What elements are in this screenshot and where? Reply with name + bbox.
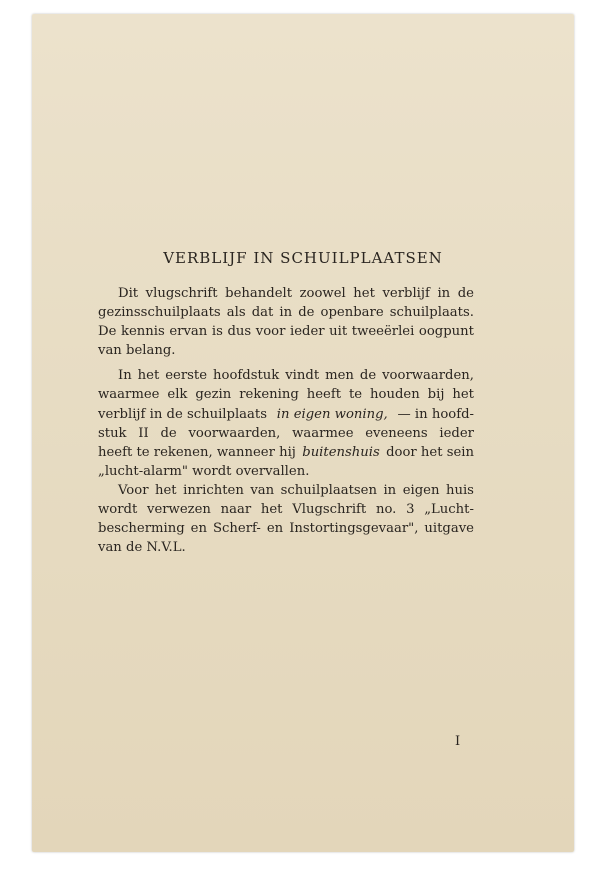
- word: hoofdstuk: [213, 368, 280, 384]
- word: Instortingsgevaar",: [289, 521, 419, 537]
- word: bij: [427, 387, 445, 403]
- word: zoowel: [299, 286, 346, 301]
- word: schuilplaatsen: [280, 482, 377, 498]
- word: het: [353, 286, 375, 301]
- page-title: VERBLIJF IN SCHUILPLAATSEN: [163, 249, 443, 267]
- word: de: [298, 305, 315, 321]
- text-segment: door het sein: [386, 444, 474, 460]
- paragraph-2-line-2: [98, 385, 474, 404]
- word: het: [137, 368, 160, 384]
- word: in: [383, 482, 397, 498]
- paragraph-3-line-3: [98, 519, 474, 538]
- word: men: [325, 368, 354, 384]
- word: ieder: [439, 425, 474, 441]
- word: te: [348, 387, 363, 403]
- paragraph-1-line-1: [98, 284, 474, 303]
- word: en: [266, 521, 284, 537]
- word: gezinsschuilplaats: [98, 305, 221, 321]
- word: Scherf-: [212, 521, 261, 537]
- word: vlugschrift: [145, 286, 218, 301]
- word: openbare: [320, 305, 384, 321]
- word: eerste: [165, 368, 208, 384]
- word: vindt: [285, 368, 320, 384]
- word: voor: [255, 324, 286, 340]
- word: naar: [220, 502, 252, 518]
- word: waarmee: [292, 425, 354, 441]
- word: de: [160, 425, 177, 441]
- paragraph-1-line-2: [98, 303, 474, 322]
- paragraph-2-line-5: [98, 443, 474, 462]
- text-segment: heeft te rekenen, wanneer hij: [98, 444, 296, 460]
- word: oogpunt: [418, 324, 474, 340]
- word: Vlugschrift: [292, 502, 367, 518]
- word: verwezen: [147, 502, 211, 518]
- text-segment: verblijf in de schuilplaats: [98, 406, 267, 422]
- book-page: [32, 14, 574, 852]
- paragraph-2-line-6: [98, 462, 474, 481]
- word: voorwaarden,: [382, 368, 474, 384]
- paragraph-1-line-4: [98, 341, 474, 360]
- word: tweeërlei: [351, 324, 415, 340]
- word: no.: [375, 502, 397, 518]
- word: dat: [251, 305, 274, 321]
- word: II: [138, 425, 149, 441]
- word: Voor: [118, 482, 149, 498]
- paragraph-3-line-2: [98, 500, 474, 519]
- word: dus: [227, 324, 252, 340]
- word: en: [190, 521, 207, 537]
- word: „Lucht-: [424, 502, 474, 518]
- word: heeft: [306, 387, 342, 403]
- italic-text: in eigen woning,: [276, 406, 388, 422]
- word: waarmee: [98, 387, 160, 403]
- word: in: [437, 286, 451, 301]
- word: huis: [445, 482, 474, 498]
- word: bescherming: [98, 521, 185, 537]
- paragraph-2-line-1: [98, 366, 474, 385]
- word: van: [250, 482, 275, 498]
- word: uitgave: [424, 521, 474, 537]
- word: het: [260, 502, 283, 518]
- word: elk: [167, 387, 188, 403]
- word: uit: [329, 324, 348, 340]
- word: behandelt: [225, 286, 293, 301]
- word: rekening: [239, 387, 299, 403]
- line-text: van belang.: [98, 343, 176, 359]
- word: verblijf: [382, 286, 430, 301]
- word: In: [118, 368, 132, 384]
- line-text: van de N.V.L.: [98, 540, 186, 556]
- word: het: [452, 387, 474, 403]
- word: de: [359, 368, 377, 384]
- word: eigen: [402, 482, 440, 498]
- word: gezin: [195, 387, 232, 403]
- word: kennis: [120, 324, 165, 340]
- line-text: „lucht-alarm" wordt overvallen.: [98, 463, 310, 479]
- paragraph-3-line-4: [98, 538, 474, 557]
- word: inrichten: [183, 482, 244, 498]
- word: als: [226, 305, 246, 321]
- word: de: [457, 286, 474, 301]
- paragraph-3-line-1: [98, 481, 474, 500]
- word: het: [155, 482, 177, 498]
- paragraph-2-line-4: [98, 424, 474, 443]
- text-segment: — in hoofd-: [397, 406, 474, 422]
- word: voorwaarden,: [188, 425, 281, 441]
- word: ieder: [290, 324, 325, 340]
- italic-text: buitenshuis: [302, 444, 380, 460]
- paragraph-1-line-3: [98, 322, 474, 341]
- page-number: I: [455, 734, 461, 749]
- word: Dit: [118, 286, 139, 301]
- word: De: [98, 324, 117, 340]
- word: in: [279, 305, 293, 321]
- word: stuk: [98, 425, 127, 441]
- word: 3: [406, 502, 415, 518]
- word: houden: [370, 387, 420, 403]
- word: wordt: [98, 502, 138, 518]
- word: is: [211, 324, 223, 340]
- word: eveneens: [365, 425, 428, 441]
- word: schuilplaats.: [389, 305, 474, 321]
- body-text: [98, 284, 474, 557]
- paragraph-2-line-3: [98, 405, 474, 424]
- word: ervan: [169, 324, 208, 340]
